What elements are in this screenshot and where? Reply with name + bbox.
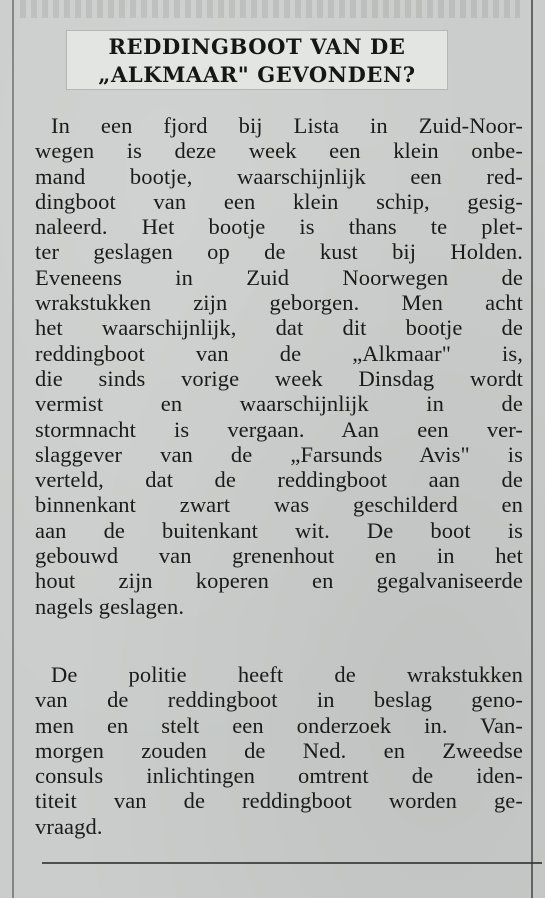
column-rule-left: [12, 0, 14, 898]
text-line: wegen is deze week een klein onbe-: [35, 138, 523, 164]
text-line: wrakstukken zijn geborgen. Men acht: [35, 290, 523, 316]
text-line: vraagd.: [35, 813, 103, 839]
text-line: men en stelt een onderzoek in. Van-: [35, 712, 523, 738]
text-line: De politie heeft de wrakstukken: [51, 662, 523, 687]
text-line: mand bootje, waarschijnlijk een red-: [35, 163, 523, 189]
article-paragraph-2: [35, 662, 523, 839]
text-line: vermist en waarschijnlijk in de: [35, 391, 523, 417]
text-line: ter geslagen op de kust bij Holden.: [35, 239, 523, 265]
text-line: dingboot van een klein schip, gesig-: [35, 188, 523, 214]
bleed-through-top: [20, 0, 520, 18]
text-line: morgen zouden de Ned. en Zweedse: [35, 737, 523, 763]
headline-line-2: „ALKMAAR" GEVONDEN?: [98, 62, 416, 87]
text-line: het waarschijnlijk, dat dit bootje de: [35, 315, 523, 341]
column-rule-right: [531, 0, 533, 898]
text-line: van de reddingboot in beslag geno-: [35, 687, 523, 713]
bottom-rule: [42, 862, 542, 864]
headline-line-1: REDDINGBOOT VAN DE: [108, 34, 406, 59]
text-line: gebouwd van grenenhout en in het: [35, 543, 523, 569]
text-line: verteld, dat de reddingboot aan de: [35, 467, 523, 493]
text-line: stormnacht is vergaan. Aan een ver-: [35, 416, 523, 442]
text-line: reddingboot van de „Alkmaar" is,: [35, 340, 523, 366]
text-line: die sinds vorige week Dinsdag wordt: [35, 365, 523, 391]
text-line: titeit van de reddingboot worden ge-: [35, 788, 523, 814]
text-line: Eveneens in Zuid Noorwegen de: [35, 264, 523, 290]
headline: [66, 30, 448, 90]
text-line: consuls inlichtingen omtrent de iden-: [35, 763, 523, 789]
text-line: In een fjord bij Lista in Zuid-Noor-: [51, 113, 523, 138]
text-line: binnenkant zwart was geschilderd en: [35, 492, 523, 518]
article-paragraph-1: [35, 113, 523, 619]
text-line: hout zijn koperen en gegalvaniseerde: [35, 568, 523, 594]
text-line: naleerd. Het bootje is thans te plet-: [35, 214, 523, 240]
text-line: nagels geslagen.: [35, 593, 185, 619]
text-line: aan de buitenkant wit. De boot is: [35, 517, 523, 543]
text-line: slaggever van de „Farsunds Avis" is: [35, 441, 523, 467]
